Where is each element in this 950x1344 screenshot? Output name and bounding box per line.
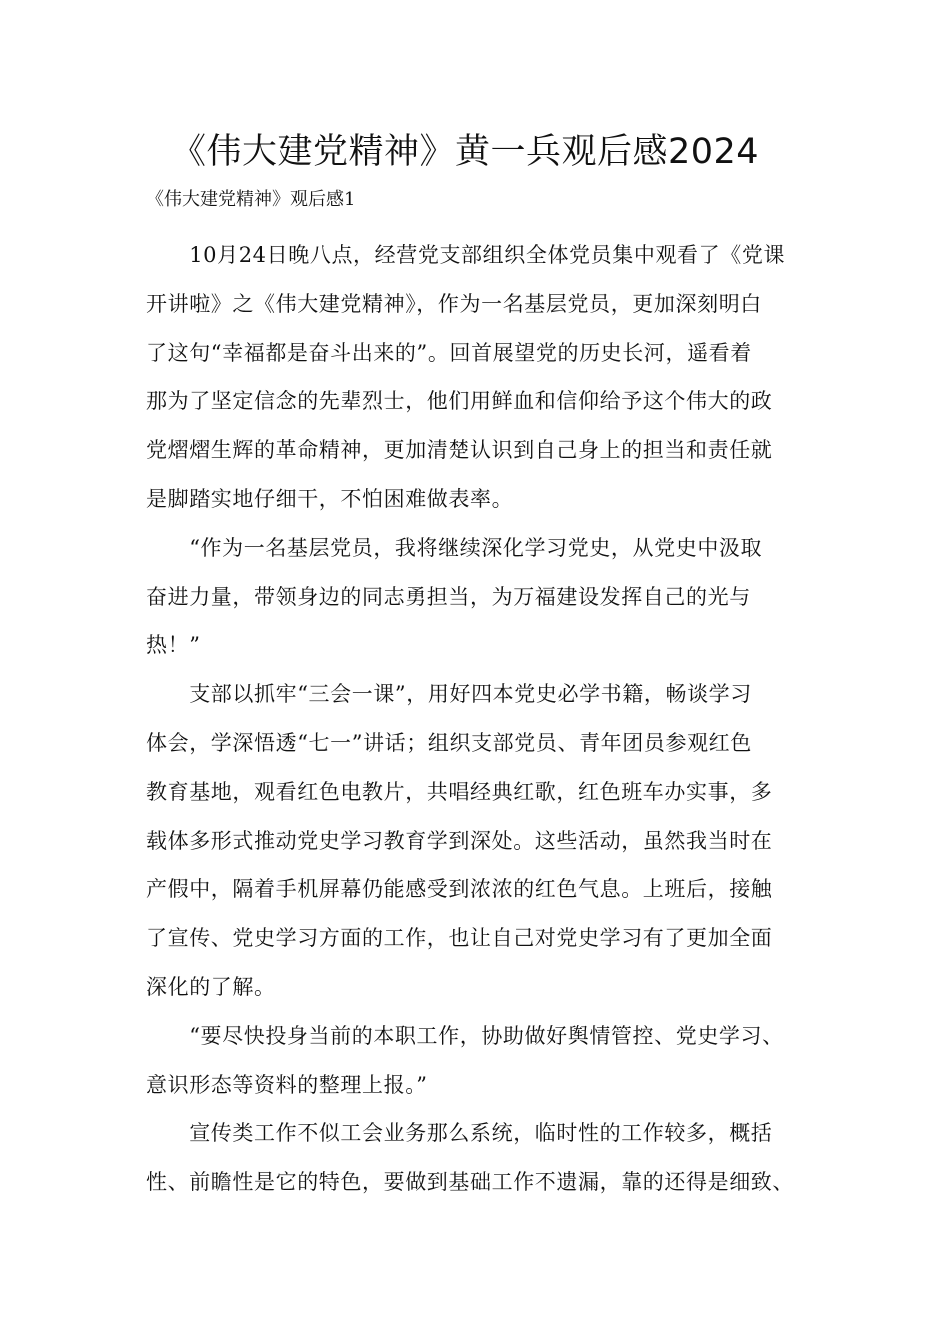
- body-line: 支部以抓牢“三会一课”，用好四本党史必学书籍，畅谈学习: [146, 682, 752, 707]
- body-line: “作为一名基层党员，我将继续深化学习党史，从党史中汲取: [146, 535, 763, 560]
- body-line: 了宣传、党史学习方面的工作，也让自己对党史学习有了更加全面: [146, 926, 773, 951]
- body-line: 开讲啦》之《伟大建党精神》，作为一名基层党员，更加深刻明白: [146, 291, 762, 316]
- document-subtitle: 《伟大建党精神》观后感1: [146, 189, 356, 210]
- body-line: 载体多形式推动党史学习教育学到深处。这些活动，虽然我当时在: [146, 828, 773, 853]
- body-line: 教育基地，观看红色电教片，共唱经典红歌，红色班车办实事，多: [146, 779, 773, 804]
- body-line: 宣传类工作不似工会业务那么系统，临时性的工作较多，概括: [146, 1121, 773, 1146]
- document-title: 《伟大建党精神》黄一兵观后感2024: [170, 132, 760, 172]
- body-line: 体会，学深悟透“七一”讲话；组织支部党员、青年团员参观红色: [146, 730, 752, 755]
- document-body: [146, 231, 846, 1207]
- body-line: 产假中，隔着手机屏幕仍能感受到浓浓的红色气息。上班后，接触: [146, 877, 773, 902]
- body-line: 深化的了解。: [146, 974, 276, 999]
- body-line: 奋进力量，带领身边的同志勇担当，为万福建设发挥自己的光与: [146, 584, 751, 609]
- body-line: 了这句“幸福都是奋斗出来的”。回首展望党的历史长河，遥看着: [146, 340, 752, 365]
- body-line: 热！”: [146, 633, 201, 658]
- body-line: 党熠熠生辉的革命精神，更加清楚认识到自己身上的担当和责任就: [146, 438, 773, 463]
- body-line: 意识形态等资料的整理上报。”: [146, 1072, 428, 1097]
- body-line: 是脚踏实地仔细干，不怕困难做表率。: [146, 486, 514, 511]
- body-line: 10月24日晚八点，经营党支部组织全体党员集中观看了《党课: [146, 243, 786, 267]
- body-line: 性、前瞻性是它的特色，要做到基础工作不遗漏，靠的还得是细致、: [146, 1170, 794, 1195]
- body-line: 那为了坚定信念的先辈烈士，他们用鲜血和信仰给予这个伟大的政: [146, 389, 773, 414]
- body-line: “要尽快投身当前的本职工作，协助做好舆情管控、党史学习、: [146, 1023, 784, 1048]
